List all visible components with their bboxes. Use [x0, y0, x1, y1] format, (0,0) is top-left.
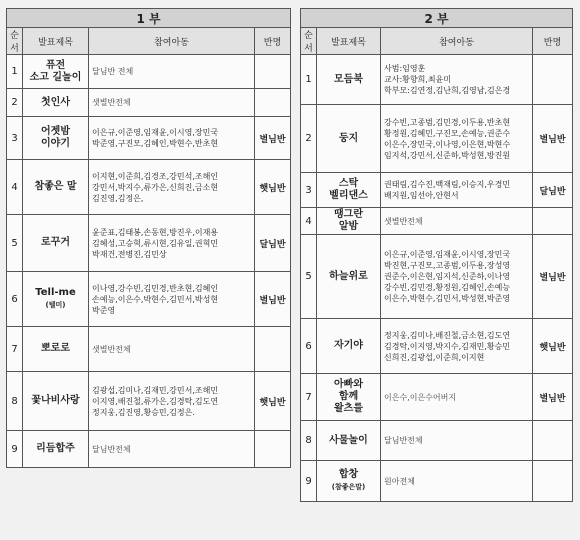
title-line: 합창	[338, 469, 359, 480]
class-name	[255, 89, 291, 117]
order-number: 1	[7, 55, 23, 89]
header-participants: 참여아동	[381, 28, 533, 55]
participant-line: 정지웅,김진영,황승민,김정은.	[92, 407, 195, 417]
table-row	[7, 215, 291, 272]
table-row	[7, 117, 291, 160]
participant-line: 이은규,이준영,임재윤,이시영,장민국	[384, 250, 511, 259]
participant-line: 이나영,강수빈,김민경,반초현,김혜인	[92, 283, 219, 293]
table-header-row	[301, 28, 573, 55]
class-name: 햇님반	[255, 160, 291, 215]
participants	[89, 215, 255, 272]
performance-title	[317, 421, 381, 461]
title-line: 왈츠를	[334, 403, 363, 414]
class-name	[533, 461, 573, 502]
table-row	[7, 327, 291, 372]
participant-line: 박진현,구진모,고종범,이두용,장성영	[384, 261, 511, 270]
title-line: 하늘위로	[329, 270, 368, 282]
class-name: 별님반	[533, 105, 573, 173]
title-line: 사물놀이	[329, 434, 368, 446]
order-number: 5	[301, 235, 317, 319]
participant-line: 이은규,이준영,임재윤,이시영,장민국	[92, 128, 219, 137]
performance-title	[317, 105, 381, 173]
header-no: 순서	[301, 28, 317, 55]
participants	[381, 235, 533, 319]
table-row	[301, 208, 573, 235]
order-number: 1	[301, 55, 317, 105]
order-number: 9	[301, 461, 317, 502]
performance-title	[317, 208, 381, 235]
part-banner-row	[7, 9, 291, 28]
participant-line: 신희진,김광섭,이준희,이지현	[384, 352, 485, 362]
class-name	[533, 55, 573, 105]
class-name: 별님반	[533, 374, 573, 421]
header-title: 발표제목	[317, 28, 381, 55]
class-name: 별님반	[255, 117, 291, 160]
title-line: 땡그란	[334, 209, 363, 220]
participants	[381, 374, 533, 421]
order-number: 3	[301, 173, 317, 208]
title-line: 함께	[338, 391, 359, 402]
order-number: 6	[7, 272, 23, 327]
table-row	[301, 461, 573, 502]
title-line: 퓨전	[45, 59, 66, 71]
order-number: 3	[7, 117, 23, 160]
title-line: 아빠와	[334, 379, 363, 390]
table-header-row	[7, 28, 291, 55]
participant-line: 이은수,이은수어버지	[384, 392, 457, 402]
order-number: 8	[7, 372, 23, 431]
participants	[89, 327, 255, 372]
title-line: 어젯밤	[41, 126, 70, 137]
participants	[381, 319, 533, 374]
participant-line: 교사:황향희,최윤미	[384, 75, 452, 84]
title-line: 꽃나비사랑	[31, 395, 80, 406]
participant-line: 원아전체	[384, 476, 415, 486]
title-line: 로꾸거	[41, 237, 70, 248]
participant-line: 달님반전체	[384, 436, 423, 445]
participant-line: 박준영,구진모,김혜인,박현수,반초현	[92, 139, 219, 148]
order-number: 5	[7, 215, 23, 272]
title-line: 둥지	[338, 132, 359, 144]
participants	[89, 160, 255, 215]
participant-line: 임지석,강민서,신준하,박성현,방진원	[384, 150, 511, 160]
participant-line: 샛별반전체	[92, 98, 131, 107]
table-row	[301, 421, 573, 461]
participants	[89, 117, 255, 160]
performance-title	[317, 374, 381, 421]
order-number: 8	[301, 421, 317, 461]
performance-title	[23, 272, 89, 327]
performance-title	[317, 173, 381, 208]
participants	[89, 372, 255, 431]
participants	[89, 55, 255, 89]
class-name: 달님반	[533, 173, 573, 208]
participant-line: 이은수,박현수,김민서,박성현,박준영	[384, 294, 511, 303]
class-name	[255, 327, 291, 372]
program-part1	[6, 8, 291, 468]
title-line: 리듬합주	[36, 443, 75, 454]
participant-line: 이지영,배진철,류가은,김경탁,김도연	[92, 396, 219, 406]
participant-line: 샛별반전체	[92, 344, 131, 354]
performance-title	[23, 117, 89, 160]
performance-title	[317, 319, 381, 374]
title-line: 소고 길놀이	[29, 71, 82, 83]
header-participants: 참여아동	[89, 28, 255, 55]
participants	[381, 461, 533, 502]
participants	[89, 431, 255, 468]
table-row	[301, 374, 573, 421]
participants	[381, 55, 533, 105]
class-name: 달님반	[255, 215, 291, 272]
program-part2	[300, 8, 573, 502]
participant-line: 김진영,김정은,	[92, 193, 144, 203]
table-row	[301, 319, 573, 374]
participant-line: 권준수,이은현,임지석,신준하,이나영	[384, 272, 511, 281]
participant-line: 김경탁,이지영,박지수,김재민,황승민	[384, 341, 511, 351]
table-row	[7, 55, 291, 89]
order-number: 2	[301, 105, 317, 173]
participant-line: 강수빈,고종범,김민경,이두용,반초현	[384, 117, 511, 127]
performance-title	[23, 372, 89, 431]
participants	[89, 89, 255, 117]
program-table-part2	[300, 8, 573, 502]
table-row	[301, 55, 573, 105]
table-row	[7, 272, 291, 327]
participants	[89, 272, 255, 327]
title-line: 벨리댄스	[329, 190, 368, 201]
title-line: Tell-me	[35, 287, 76, 298]
class-name: 햇님반	[255, 372, 291, 431]
participant-line: 박준영	[92, 305, 116, 315]
participant-line: 윤준표,김태봉,손동현,방진우,이재용	[92, 227, 219, 237]
order-number: 4	[7, 160, 23, 215]
header-class: 반명	[533, 28, 573, 55]
performance-title	[23, 327, 89, 372]
participant-line: 달님반 전체	[92, 67, 134, 76]
title-line: 자기야	[334, 340, 363, 351]
participants	[381, 421, 533, 461]
class-name: 별님반	[255, 272, 291, 327]
header-title: 발표제목	[23, 28, 89, 55]
part-title: 1 부	[7, 9, 291, 28]
table-row	[301, 105, 573, 173]
title-line: 참좋은 말	[34, 181, 77, 192]
performance-title	[23, 55, 89, 89]
class-name: 햇님반	[533, 319, 573, 374]
participant-line: 정지웅,김미나,배진철,금소현,김도연	[384, 330, 511, 340]
class-name	[255, 431, 291, 468]
participants	[381, 105, 533, 173]
class-name	[533, 208, 573, 235]
order-number: 4	[301, 208, 317, 235]
participants	[381, 173, 533, 208]
participant-line: 배지원,임선아,안현서	[384, 191, 459, 200]
program-table-part1	[6, 8, 291, 468]
performance-title	[23, 431, 89, 468]
performance-title	[317, 55, 381, 105]
header-class: 반명	[255, 28, 291, 55]
title-line: (텔미)	[45, 301, 66, 309]
title-line: 모듬북	[334, 73, 363, 85]
participant-line: 샛별반전체	[384, 216, 423, 226]
participant-line: 손예능,이은수,박현수,김민서,박성현	[92, 294, 219, 304]
order-number: 2	[7, 89, 23, 117]
table-row	[7, 160, 291, 215]
performance-title	[23, 160, 89, 215]
class-name: 별님반	[533, 235, 573, 319]
part-banner-row	[301, 9, 573, 28]
participant-line: 학부모:김연정,김난희,김영남,김은경	[384, 86, 511, 95]
title-line: (참좋은말)	[331, 483, 366, 491]
title-line: 스탁	[338, 178, 359, 189]
performance-title	[317, 461, 381, 502]
table-row	[301, 173, 573, 208]
part-title: 2 부	[301, 9, 573, 28]
header-no: 순서	[7, 28, 23, 55]
order-number: 6	[301, 319, 317, 374]
order-number: 7	[301, 374, 317, 421]
order-number: 9	[7, 431, 23, 468]
title-line: 뽀로로	[41, 343, 70, 354]
performance-title	[23, 215, 89, 272]
participant-line: 황정원,김혜민,구진모,손예능,권준수	[384, 128, 511, 138]
table-row	[301, 235, 573, 319]
participant-line: 달님반전체	[92, 444, 131, 454]
class-name	[533, 421, 573, 461]
participant-line: 이지현,이준희,김경조,강민석,조해인	[92, 171, 219, 181]
participants	[381, 208, 533, 235]
participant-line: 강수빈,김민경,황정원,김혜인,손예능	[384, 283, 511, 292]
participant-line: 이은수,장민국,이나영,이은현,박현수	[384, 139, 511, 149]
class-name	[255, 55, 291, 89]
participant-line: 사범:임영훈	[384, 64, 426, 73]
title-line: 알밤	[338, 221, 359, 232]
table-row	[7, 89, 291, 117]
participant-line: 김광섭,김미나,김재민,강민서,조해민	[92, 385, 219, 395]
performance-title	[23, 89, 89, 117]
participant-line: 권태림,김수진,백재림,이승지,우경민	[384, 180, 511, 189]
participant-line: 강민서,박지수,류가은,신희진,금소현	[92, 182, 219, 192]
table-row	[7, 431, 291, 468]
title-line: 첫인사	[41, 96, 70, 108]
performance-title	[317, 235, 381, 319]
table-row	[7, 372, 291, 431]
title-line: 이야기	[41, 138, 70, 149]
participant-line: 김혜성,고승혁,류시현,김유일,권혁민	[92, 238, 219, 248]
participant-line: 박재건,전병진,김민상	[92, 249, 167, 259]
order-number: 7	[7, 327, 23, 372]
